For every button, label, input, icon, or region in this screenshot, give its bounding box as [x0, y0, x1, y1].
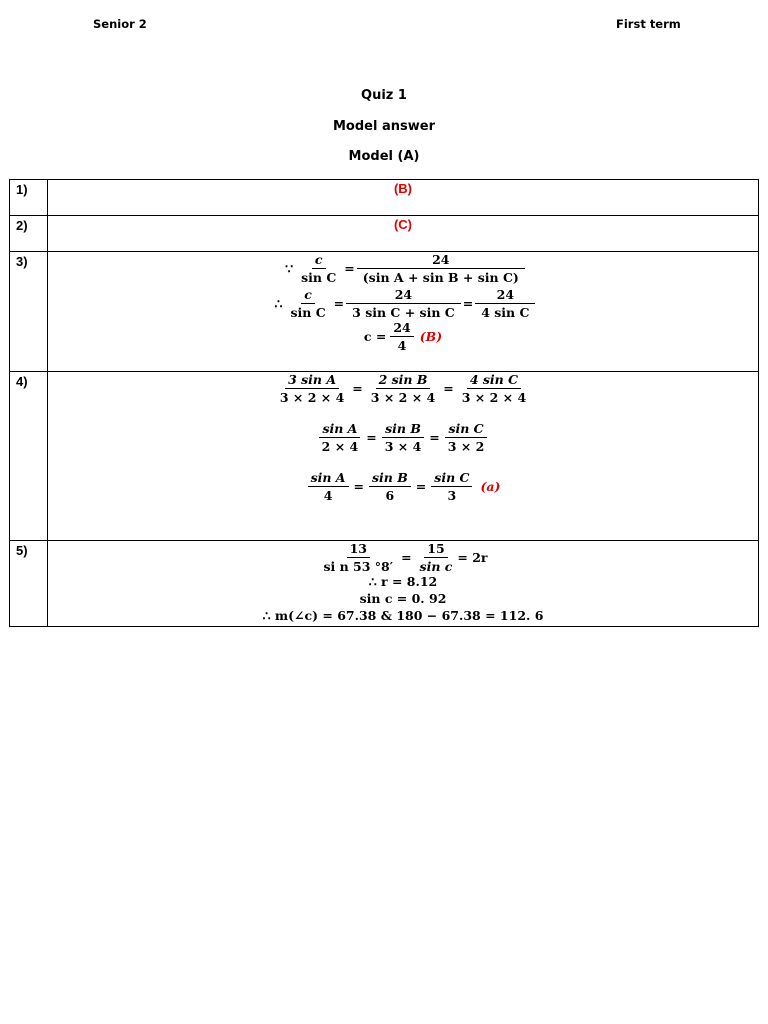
equation-line: ∴ $\frac{c}{\text{sin C}}$ = $\frac{24}{\text{3 sin C + sin C}}$ = $\frac{24}{\text{4 sin C}}$: [48, 287, 758, 320]
quiz-title: Quiz 1: [361, 88, 407, 103]
header-left: Senior 2: [93, 17, 147, 31]
denominator: 3 sin C + sin C: [352, 305, 455, 320]
denominator: sin c: [419, 559, 453, 574]
numerator: 13: [347, 541, 370, 558]
numerator: c: [304, 287, 312, 302]
because-symbol: ∵: [285, 261, 294, 276]
numerator: sin C: [448, 421, 484, 436]
denominator: 2 × 4: [321, 439, 359, 454]
question-number: 3): [10, 252, 48, 372]
model-title: Model (A): [348, 149, 420, 164]
denominator: sin C: [301, 270, 337, 285]
denominator: 3 × 2 × 4: [370, 390, 436, 405]
fraction: [390, 320, 413, 353]
denominator: 3: [447, 488, 457, 503]
numerator: 4 sin C: [469, 372, 519, 387]
question-number: 1): [10, 180, 48, 216]
numerator: 3 sin A: [288, 372, 337, 387]
fraction: [298, 252, 339, 285]
denominator: 3 × 2 × 4: [461, 390, 527, 405]
question-number: 5): [10, 541, 48, 627]
numerator: 24: [357, 252, 525, 269]
header-right: First term: [616, 17, 681, 31]
numerator: sin A: [310, 470, 346, 485]
numerator: sin B: [372, 470, 408, 485]
answer-choice: (a): [480, 479, 501, 494]
equation-line: ∴ r = 8.12: [368, 574, 438, 589]
fraction: [287, 287, 328, 320]
answer-cell: [48, 372, 759, 541]
denominator: sin C: [290, 305, 326, 320]
equation-line: $\frac{13}{\text{si n 53 °8′}}$ = $\frac{15}{\text{sin c}}$ = 2r: [48, 541, 758, 574]
fraction: [349, 287, 458, 320]
answer-cell: [48, 216, 759, 252]
answer-choice: (B): [419, 329, 443, 344]
equation-line: sin c = 0. 92: [359, 591, 447, 606]
numerator: c: [314, 252, 323, 267]
denominator: 3 × 4: [384, 439, 422, 454]
table-row: [10, 180, 759, 216]
equation-line: [48, 320, 758, 353]
denominator: 6: [385, 488, 395, 503]
numerator: 24: [475, 287, 535, 304]
denominator: 4 sin C: [481, 305, 530, 320]
answer-cell: [48, 541, 759, 627]
equation-line: $\frac{\text{sin A}}{4}$ = $\frac{\text{sin B}}{6}$ = $\frac{\text{sin C}}{3}$ (a): [48, 470, 758, 503]
answer-table: [9, 179, 759, 627]
denominator: (sin A + sin B + sin C): [362, 270, 519, 285]
numerator: 2 sin B: [378, 372, 428, 387]
answer-cell: [48, 252, 759, 372]
denominator: 4: [323, 488, 333, 503]
answer-cell: [48, 180, 759, 216]
denominator: 3 × 2: [447, 439, 485, 454]
equation-line: $\frac{\text{3 sin A}}{3 \times 2 \times 4}$ = $\frac{\text{2 sin B}}{3 \times 2 \times 4}$ = $\frac{\text{4 sin C}}{3 \times 2 \times 4}$: [48, 372, 758, 405]
denominator: si n 53 °8′: [323, 559, 394, 574]
numerator: sin C: [434, 470, 470, 485]
equals-2r: = 2r: [457, 550, 488, 565]
fraction: [360, 252, 522, 285]
subtitle: Model answer: [333, 119, 435, 134]
numerator: 24: [346, 287, 461, 304]
c-equals: c =: [363, 329, 387, 344]
answer-choice: (C): [393, 217, 413, 232]
numerator: 24: [390, 320, 413, 337]
table-row: [10, 541, 759, 627]
question-number: 4): [10, 372, 48, 541]
question-number: 2): [10, 216, 48, 252]
fraction: [478, 287, 532, 320]
numerator: sin A: [322, 421, 358, 436]
equation-line: ∴ m(∠c) = 67.38 & 180 − 67.38 = 112. 6: [262, 608, 544, 623]
numerator: sin B: [385, 421, 421, 436]
denominator: 4: [397, 338, 407, 353]
equation-line: $\frac{\text{sin A}}{2 \times 4}$ = $\frac{\text{sin B}}{3 \times 4}$ = $\frac{\text{sin C}}{3 \times 2}$: [48, 421, 758, 454]
numerator: 15: [424, 541, 447, 558]
therefore-symbol: ∴: [274, 296, 283, 311]
answer-choice: (B): [393, 181, 413, 196]
table-row: [10, 252, 759, 372]
table-row: [10, 216, 759, 252]
table-row: [10, 372, 759, 541]
denominator: 3 × 2 × 4: [279, 390, 345, 405]
equation-line: ∵ $\frac{c}{\text{sin C}}$ = $\frac{24}{\text{(sin A + sin B + sin C)}}$: [48, 252, 758, 285]
